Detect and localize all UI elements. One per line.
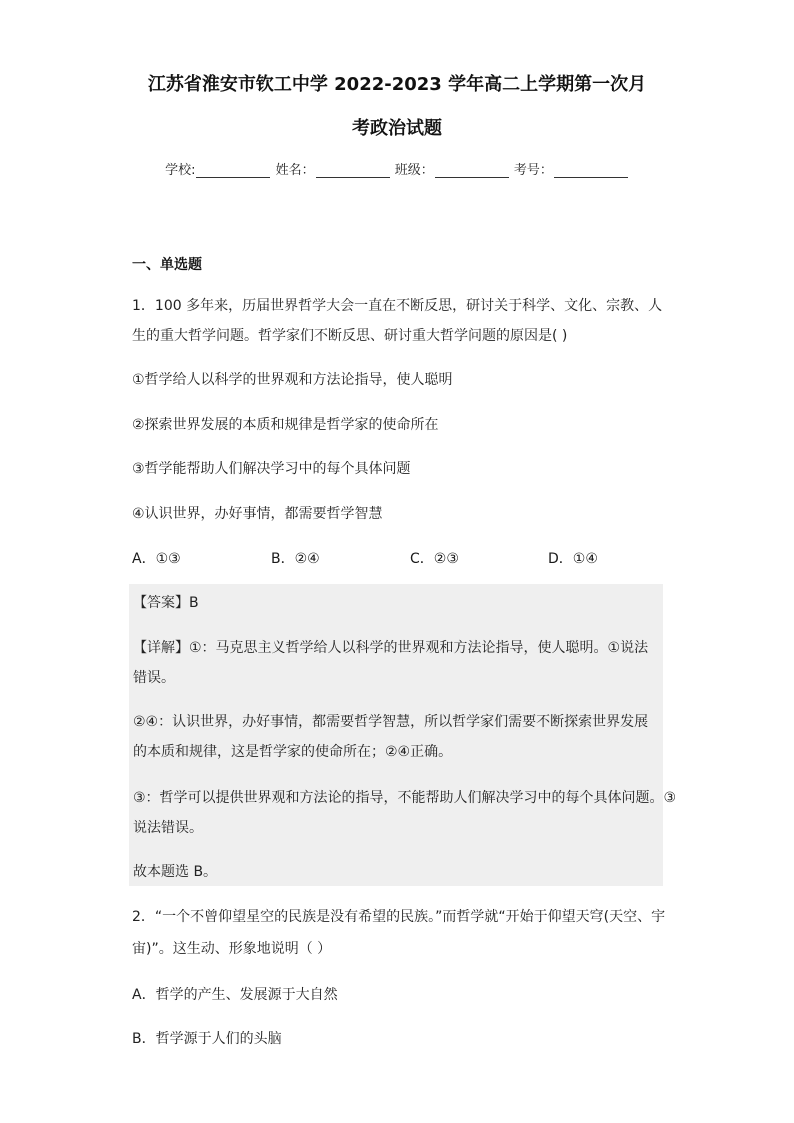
q1-detail-line6: 说法错误。: [133, 820, 203, 836]
document-title-line2: 考政治试题: [352, 118, 442, 139]
q1-statement-3: ③哲学能帮助人们解决学习中的每个具体问题: [132, 461, 411, 477]
q2-option-b: B．哲学源于人们的头脑: [132, 1031, 282, 1047]
q1-detail-line4: 的本质和规律，这是哲学家的使命所在；②④正确。: [133, 744, 453, 760]
q2-stem-line1: 2．“一个不曾仰望星空的民族是没有希望的民族。”而哲学就“开始于仰望天穹(天空、宇: [132, 909, 666, 925]
name-label: 姓名：: [275, 163, 315, 178]
q1-option-b: B．②④: [271, 551, 320, 567]
q1-option-a: A．①③: [132, 551, 181, 567]
exam-number-blank: [554, 163, 628, 178]
q1-detail-line5: ③：哲学可以提供世界观和方法论的指导，不能帮助人们解决学习中的每个具体问题。③: [133, 790, 677, 806]
q1-option-d: D．①④: [548, 551, 598, 567]
exam-number-label: 考号：: [513, 163, 553, 178]
q2-option-a: A．哲学的产生、发展源于大自然: [132, 987, 338, 1003]
q1-statement-1: ①哲学给人以科学的世界观和方法论指导，使人聪明: [132, 372, 453, 388]
q1-option-c: C．②③: [410, 551, 459, 567]
q1-statement-2: ②探索世界发展的本质和规律是哲学家的使命所在: [132, 417, 439, 433]
q1-detail-line1: 【详解】①：马克思主义哲学给人以科学的世界观和方法论指导，使人聪明。①说法: [133, 640, 649, 656]
q2-stem-line2: 宙)”。这生动、形象地说明（ ）: [132, 941, 332, 957]
school-blank: [196, 163, 270, 178]
student-info-row: [0, 159, 794, 178]
class-label: 班级：: [394, 163, 434, 178]
name-blank: [316, 163, 390, 178]
q1-statement-4: ④认识世界，办好事情，都需要哲学智慧: [132, 506, 383, 522]
school-label: 学校:: [165, 163, 196, 178]
document-title-line1: 江苏省淮安市钦工中学 2022-2023 学年高二上学期第一次月: [147, 74, 647, 95]
q1-answer: 【答案】B: [133, 595, 199, 611]
section-title: 一、单选题: [132, 257, 202, 273]
q1-answer-panel: [129, 584, 677, 886]
q1-detail-line2: 错误。: [133, 670, 175, 686]
q1-options: [132, 548, 672, 568]
q1-stem-line1: 1．100 多年来，历届世界哲学大会一直在不断反思，研讨关于科学、文化、宗教、人: [132, 298, 663, 314]
q1-stem-line2: 生的重大哲学问题。哲学家们不断反思、研讨重大哲学问题的原因是( ): [132, 328, 568, 344]
q1-detail-line7: 故本题选 B。: [133, 864, 218, 880]
q1-detail-line3: ②④：认识世界，办好事情，都需要哲学智慧，所以哲学家们需要不断探索世界发展: [133, 714, 649, 730]
class-blank: [435, 163, 509, 178]
